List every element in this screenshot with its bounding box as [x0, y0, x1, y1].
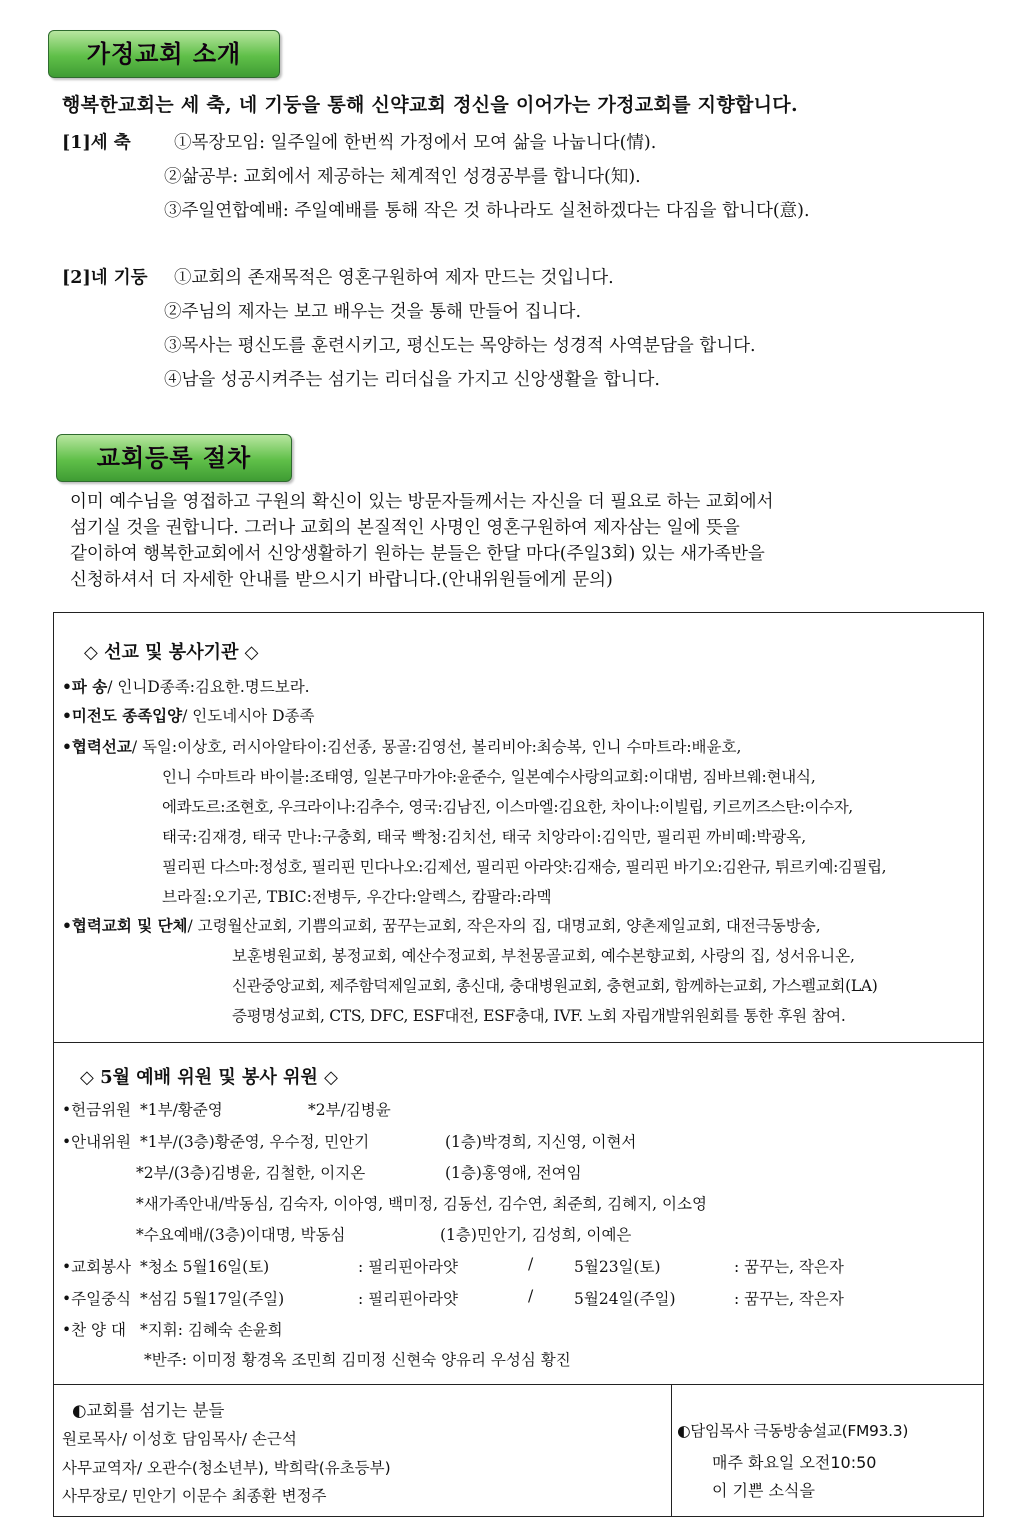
partner-label: •협력교회 및 단체 [62, 916, 188, 935]
partner-line: 신관중앙교회, 제주함덕제일교회, 총신대, 충대병원교회, 충현교회, 함께하는교회, 가스펠교회(LA) [232, 977, 878, 995]
divider [671, 1384, 672, 1517]
lunch-team-1: : 필리핀아라얏 [358, 1290, 458, 1308]
coop-label: •협력선교 [62, 737, 132, 756]
choir-label: •찬 양 대 [62, 1321, 126, 1339]
partner-row [62, 914, 821, 936]
lunch-date-2: 5월24일(주일) [574, 1290, 676, 1308]
lunch-label: •주일중식 [62, 1290, 132, 1308]
axes-label: [1]세 축 [62, 133, 131, 153]
staff-title: ◐교회를 섬기는 분들 [72, 1401, 225, 1420]
broadcast-line: 매주 화요일 오전10:50 [712, 1453, 877, 1472]
usher-label: •안내위원 [62, 1133, 132, 1151]
partner-line: 보훈병원교회, 봉정교회, 예산수정교회, 부천몽골교회, 예수본향교회, 사랑의 집, 성서유니온, [232, 947, 855, 965]
unreached-row [62, 704, 314, 726]
missions-title: ◇ 선교 및 봉사기관 ◇ [84, 642, 259, 663]
partner-line: / 고령월산교회, 기쁨의교회, 꿈꾸는교회, 작은자의 집, 대명교회, 양촌제일교회, 대전극동방송, [187, 917, 821, 935]
divider [53, 1384, 984, 1385]
offering-2: *2부/김병윤 [308, 1101, 391, 1119]
usher-1b: (1층)박경희, 지신영, 이현서 [445, 1133, 637, 1151]
lunch-date-1: *섬김 5월17일(주일) [140, 1290, 285, 1308]
service-team-1: : 필리핀아라얏 [358, 1258, 458, 1276]
registration-line: 신청하셔서 더 자세한 안내를 받으시기 바랍니다.(안내위원들에게 문의) [70, 570, 613, 590]
pillars-label: [2]네 기둥 [62, 268, 148, 288]
broadcast-line: 이 기쁜 소식을 [712, 1481, 815, 1500]
registration-line: 같이하여 행복한교회에서 신앙생활하기 원하는 분들은 한달 마다(주일3회) 있는 새가족반을 [70, 544, 765, 564]
intro-badge: 가정교회 소개 [48, 30, 280, 78]
staff-line: 사무장로/ 민안기 이문수 최종환 변정주 [62, 1487, 327, 1505]
coop-line: 인니 수마트라 바이블:조태영, 일본구마가야:윤준수, 일본예수사랑의교회:이대범, 짐바브웨:현내식, [162, 768, 816, 786]
service-team-2: : 꿈꾸는, 작은자 [734, 1258, 844, 1276]
broadcast-title: ◐담임목사 극동방송설교(FM93.3) [677, 1422, 909, 1440]
usher-2a: *2부/(3층)김병윤, 김철한, 이지온 [136, 1164, 366, 1182]
pillar-item: ④남을 성공시켜주는 섬기는 리더십을 가지고 신앙생활을 합니다. [164, 370, 660, 390]
lunch-slash: / [528, 1287, 534, 1305]
service-date-2: 5월23일(토) [574, 1258, 661, 1276]
staff-line: 원로목사/ 이성호 담임목사/ 손근석 [62, 1430, 297, 1448]
staff-line: 사무교역자/ 오관수(청소년부), 박희락(유초등부) [62, 1459, 391, 1477]
axis-item: ②삶공부: 교회에서 제공하는 체계적인 성경공부를 합니다(知). [164, 167, 641, 187]
intro-lead: 행복한교회는 세 축, 네 기둥을 통해 신약교회 정신을 이어가는 가정교회를 지향합니다. [62, 94, 798, 116]
offering-1: *1부/황준영 [140, 1101, 223, 1119]
coop-line: 태국:김재경, 태국 만나:구충회, 태국 빡청:김치선, 태국 치앙라이:김익만, 필리핀 까비떼:박광옥, [162, 828, 807, 846]
axis-item: ①목장모임: 일주일에 한번씩 가정에서 모여 삶을 나눕니다(情). [174, 133, 657, 153]
registration-line: 이미 예수님을 영접하고 구원의 확신이 있는 방문자들께서는 자신을 더 필요로 하는 교회에서 [70, 492, 774, 512]
dispatch-row [62, 675, 310, 697]
partner-line: 증평명성교회, CTS, DFC, ESF대전, ESF충대, IVF. 노회 자립개발위원회를 통한 후원 참여. [232, 1007, 846, 1025]
coop-line: 브라질:오기곤, TBIC:전병두, 우간다:알렉스, 캄팔라:라멕 [162, 888, 552, 906]
offering-label: •헌금위원 [62, 1101, 132, 1119]
usher-new: *새가족안내/박동심, 김숙자, 이아영, 백미정, 김동선, 김수연, 최준희, 김혜지, 이소영 [136, 1195, 707, 1213]
pillar-item: ③목사는 평신도를 훈련시키고, 평신도는 목양하는 성경적 사역분담을 합니다. [164, 336, 756, 356]
coop-line: / 독일:이상호, 러시아알타이:김선종, 몽골:김영선, 볼리비아:최승복, 인니 수마트라:배윤호, [131, 738, 742, 756]
coop-line: 에콰도르:조현호, 우크라이나:김추수, 영국:김남진, 이스마엘:김요한, 차이나:이빌립, 키르끼즈스탄:이수자, [162, 798, 853, 816]
divider [53, 1042, 984, 1043]
lunch-team-2: : 꿈꾸는, 작은자 [734, 1290, 844, 1308]
coop-line: 필리핀 다스마:정성호, 필리핀 민다나오:김제선, 필리핀 아라얏:김재승, 필리핀 바기오:김완규, 튀르키예:김필립, [162, 858, 887, 876]
choir-accompanist: *반주: 이미정 황경옥 조민희 김미정 신현숙 양유리 우성심 황진 [144, 1351, 571, 1369]
dispatch-label: •파 송 [62, 677, 108, 696]
usher-1a: *1부/(3층)황준영, 우수정, 민안기 [140, 1133, 370, 1151]
usher-wed-b: (1층)민안기, 김성희, 이예은 [440, 1226, 632, 1244]
unreached-label: •미전도 종족입양 [62, 706, 183, 725]
choir-conductor: *지휘: 김혜숙 손윤희 [140, 1321, 283, 1339]
service-date-1: *청소 5월16일(토) [140, 1258, 270, 1276]
service-slash: / [528, 1255, 534, 1273]
axis-item: ③주일연합예배: 주일예배를 통해 작은 것 하나라도 실천하겠다는 다짐을 합니다(意). [164, 201, 810, 221]
usher-2b: (1층)홍영애, 전여임 [445, 1164, 582, 1182]
coop-row [62, 735, 741, 757]
service-label: •교회봉사 [62, 1258, 132, 1276]
usher-wed-a: *수요예배/(3층)이대명, 박동심 [136, 1226, 346, 1244]
unreached-value: / 인도네시아 D종족 [182, 707, 315, 725]
pillar-item: ①교회의 존재목적은 영혼구원하여 제자 만드는 것입니다. [174, 268, 614, 288]
may-title: ◇ 5월 예배 위원 및 봉사 위원 ◇ [80, 1067, 338, 1088]
dispatch-value: / 인니D종족:김요한.명드보라. [107, 678, 310, 696]
pillar-item: ②주님의 제자는 보고 배우는 것을 통해 만들어 집니다. [164, 302, 582, 322]
registration-line: 섬기실 것을 권합니다. 그러나 교회의 본질적인 사명인 영혼구원하여 제자삼는 일에 뜻을 [70, 518, 740, 538]
registration-badge: 교회등록 절차 [56, 434, 292, 482]
